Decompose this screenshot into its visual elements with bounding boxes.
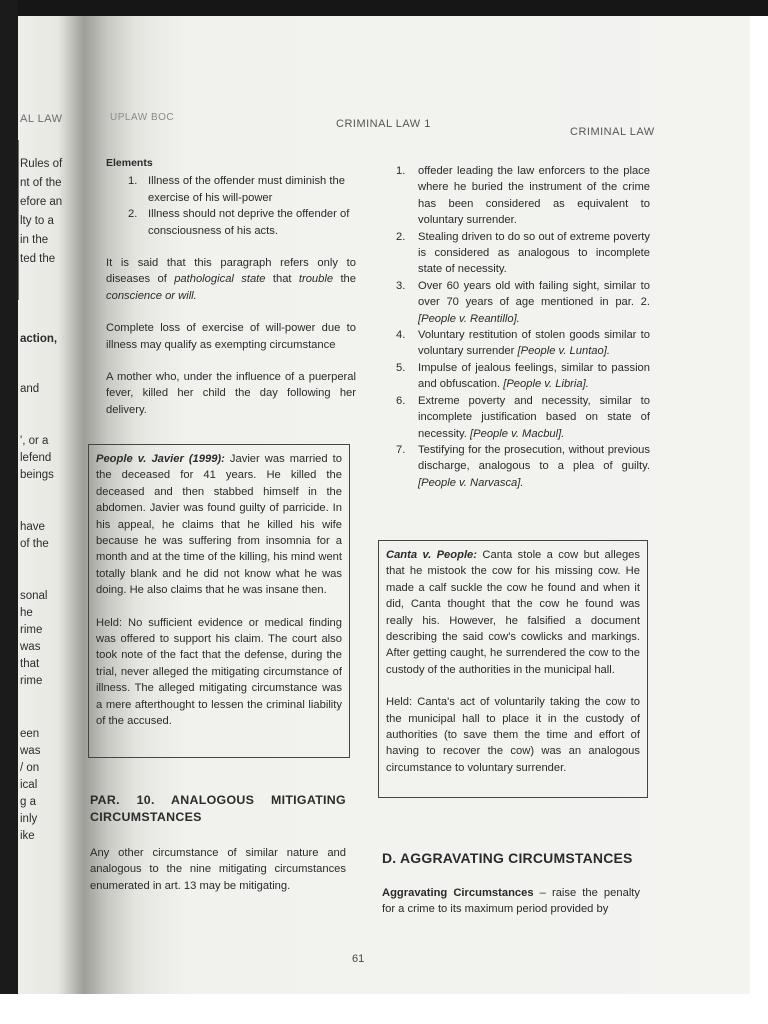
left-strip-line: was <box>20 745 41 757</box>
complete-loss-paragraph: Complete loss of exercise of will-power due to illness may qualify as exempting circumstance <box>106 322 356 351</box>
javier-case-box <box>88 444 350 758</box>
left-strip-line: was <box>20 641 41 653</box>
case-citation: [People v. Reantillo]. <box>418 312 520 325</box>
left-strip-line: ical <box>20 779 38 791</box>
par10-text: Any other circumstance of similar nature and analogous to the nine mitigating circumstances enumerated in art. 13 may be mitigating. <box>90 847 346 892</box>
item-number: 1. <box>396 165 406 177</box>
item-text: Testifying for the prosecution, without previous discharge, analogous to a plea of guilty. <box>418 443 650 473</box>
analogous-example-item <box>396 163 650 229</box>
left-strip-line: ted the <box>20 253 56 265</box>
left-strip-line: / on <box>20 762 40 774</box>
canta-held: Held: Canta's act of voluntarily taking the cow to the municipal hall to place it in the custody of authorities (to save them the time and effort of having to recover the cow) was an analogous circumstance to voluntary surrender. <box>386 696 640 774</box>
left-strip-line: and <box>20 383 40 395</box>
item-text: Stealing driven to do so out of extreme poverty is considered as analogous to incomplete state of necessity. <box>418 230 650 276</box>
element-item: 1. Illness of the offender must diminish the exercise of his will-power <box>128 175 345 204</box>
left-strip-line: ike <box>20 830 35 842</box>
item-text: Voluntary restitution of stolen goods similar to voluntary surrender <box>418 329 650 358</box>
left-page-rule <box>18 140 19 300</box>
left-strip-line: rime <box>20 675 43 687</box>
header-center: CRIMINAL LAW 1 <box>336 118 431 130</box>
left-strip-line: ', or a <box>20 435 49 447</box>
analogous-examples-list <box>396 163 650 491</box>
case-citation: [People v. Macbul]. <box>470 427 565 440</box>
pathological-paragraph: It is said that this paragraph refers only to diseases of pathological state that trouble the conscience or will. <box>106 257 356 302</box>
left-strip-line: action, <box>20 333 58 345</box>
header-right: CRIMINAL LAW <box>570 126 655 138</box>
column-left <box>106 155 356 418</box>
left-strip-line: lefend <box>20 452 52 464</box>
item-text: Impulse of jealous feelings, similar to passion and obfuscation. <box>418 361 650 391</box>
left-strip-line: he <box>20 607 33 619</box>
left-strip-line: rime <box>20 624 43 636</box>
item-number: 2. <box>396 230 406 243</box>
left-strip-line: een <box>20 728 40 740</box>
analogous-example-item <box>396 229 650 278</box>
item-text: offeder leading the law enforcers to the place where he buried the instrument of the crime has been considered as equivalent to voluntary surrender. <box>418 165 650 227</box>
par10-title: PAR. 10. ANALOGOUS MITIGATING CIRCUMSTANCES <box>90 793 346 824</box>
javier-held: Held: No sufficient evidence or medical finding was offered to support his claim. The court also took note of the fact that the defense, during the trial, never alleged the mitigating circumstance of illness. The alleged mitigating circumstance was a mere afterthought to lessen the criminal liability of the accused. <box>96 616 342 728</box>
canta-facts: Canta v. People: Canta stole a cow but alleges that he mistook the cow for his missing cow. He made a calf suckle the cow he found and when it did, Canta thought that the cow he found was really his. However, he falsified a document describing the said cow's cowlicks and markings. After getting caught, he surrendered the cow to the custody of the authorities in the municipal hall. <box>386 549 640 676</box>
aggravating-definition: Aggravating Circumstances – raise the penalty for a crime to its maximum period provided by <box>382 887 641 916</box>
element-item: 2. Illness should not deprive the offender of consciousness of his acts. <box>128 208 350 237</box>
case-citation: [People v. Libria]. <box>503 378 589 391</box>
canta-case-box <box>378 540 648 798</box>
case-citation: [People v. Narvasca]. <box>418 476 524 489</box>
left-page-header: AL LAW <box>20 113 63 125</box>
scan-top-border <box>0 0 768 16</box>
item-number: 7. <box>396 443 406 456</box>
left-strip-line: efore an <box>20 196 63 208</box>
left-strip-line: of the <box>20 538 49 550</box>
header-logo: UPLAW BOC <box>110 112 175 123</box>
item-number: 4. <box>396 329 406 342</box>
page-number: 61 <box>352 953 365 965</box>
column-right <box>396 163 650 491</box>
left-strip-line: lty to a <box>20 215 54 227</box>
scan-left-border <box>0 0 18 1024</box>
scan-bottom-margin <box>0 994 768 1024</box>
mother-example-paragraph: A mother who, under the influence of a puerperal fever, killed her child the day following her delivery. <box>106 371 356 416</box>
analogous-example-item <box>396 442 650 491</box>
analogous-example-item <box>396 393 650 442</box>
left-strip-line: Rules of <box>20 158 63 170</box>
item-text: Extreme poverty and necessity, similar to incomplete justification based on state of necessity. <box>418 394 650 440</box>
item-number: 6. <box>396 394 406 407</box>
javier-facts: People v. Javier (1999): Javier was married to the deceased for 41 years. He killed the deceased and then stabbed himself in the abdomen. Javier was found guilty of parricide. In his appeal, he claims that he killed his wife because he was suffering from insomnia for a month and at the time of the killing, his mind went totally blank and he did not know what he was doing. He also claims that he was insane then. <box>96 453 342 597</box>
left-strip-line: have <box>20 521 45 533</box>
item-number: 5. <box>396 361 406 374</box>
analogous-example-item <box>396 278 650 327</box>
item-text: Over 60 years old with failing sight, similar to over 70 years of age mentioned in par. 2. <box>418 279 650 309</box>
analogous-example-item <box>396 360 650 393</box>
left-strip-line: g a <box>20 796 36 808</box>
left-strip-line: that <box>20 658 40 670</box>
case-citation: [People v. Luntao]. <box>517 345 610 358</box>
left-strip-line: inly <box>20 813 38 825</box>
left-strip-line: sonal <box>20 590 48 602</box>
item-number: 3. <box>396 279 406 292</box>
left-strip-line: nt of the <box>20 177 62 189</box>
left-strip-line: in the <box>20 234 49 246</box>
elements-list <box>128 173 356 239</box>
aggravating-section-title: D. AGGRAVATING CIRCUMSTANCES <box>382 850 633 866</box>
analogous-example-item <box>396 327 650 360</box>
left-strip-line: beings <box>20 469 54 481</box>
elements-label: Elements <box>106 157 153 169</box>
